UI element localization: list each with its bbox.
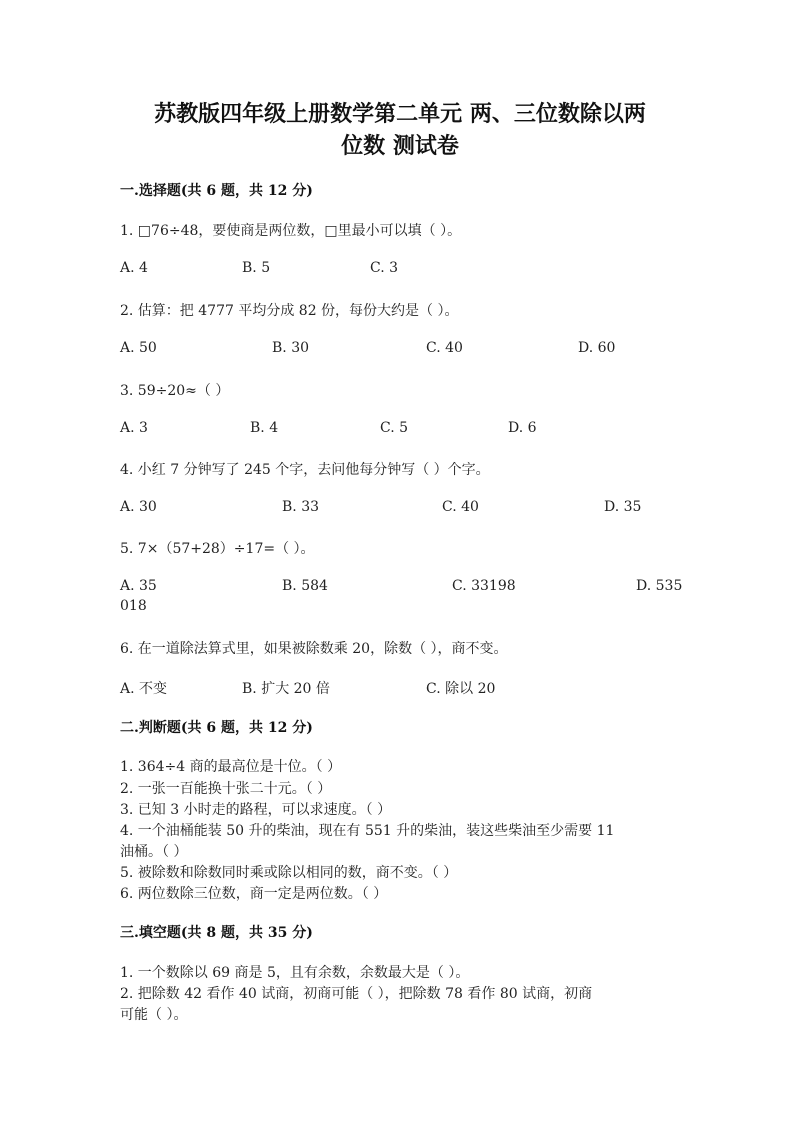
option-d-continued: 018 [120, 598, 147, 614]
option-b: B. 584 [282, 578, 328, 594]
option-d: D. 535 [636, 578, 683, 594]
option-b: B. 扩大 20 倍 [242, 681, 330, 697]
option-a: A. 3 [120, 420, 148, 436]
option-c: C. 33198 [452, 578, 516, 594]
fill-item: 1. 一个数除以 69 商是 5，且有余数，余数最大是（ ）。 [120, 965, 470, 981]
question-stem: 1. □76÷48，要使商是两位数，□里最小可以填（ ）。 [120, 223, 462, 239]
option-c: C. 3 [370, 260, 399, 276]
option-c: C. 40 [442, 499, 479, 515]
question-stem: 4. 小红 7 分钟写了 245 个字，去问他每分钟写（ ）个字。 [120, 462, 490, 478]
option-a: A. 35 [120, 578, 157, 594]
option-b: B. 33 [282, 499, 320, 515]
option-c: C. 5 [380, 420, 409, 436]
option-c: C. 40 [426, 340, 463, 356]
option-b: B. 5 [242, 260, 271, 276]
option-d: D. 35 [604, 499, 642, 515]
section-heading-judge: 二.判断题(共 6 题，共 12 分) [120, 720, 313, 736]
page-title-line-2: 位数 测试卷 [341, 133, 459, 159]
option-d: D. 60 [578, 340, 616, 356]
judge-item: 1. 364÷4 商的最高位是十位。（ ） [120, 759, 342, 775]
option-b: B. 4 [250, 420, 279, 436]
question-stem: 6. 在一道除法算式里，如果被除数乘 20，除数（ ），商不变。 [120, 641, 508, 657]
option-c: C. 除以 20 [426, 681, 496, 697]
section-heading-fill: 三.填空题(共 8 题，共 35 分) [120, 925, 313, 941]
section-heading-choice: 一.选择题(共 6 题，共 12 分) [120, 183, 313, 199]
option-a: A. 不变 [120, 681, 168, 697]
page-title-line-1: 苏教版四年级上册数学第二单元 两、三位数除以两 [154, 101, 646, 127]
question-stem: 3. 59÷20≈（ ） [120, 383, 230, 399]
judge-item: 5. 被除数和除数同时乘或除以相同的数，商不变。（ ） [120, 865, 458, 881]
judge-item: 6. 两位数除三位数，商一定是两位数。（ ） [120, 886, 388, 902]
fill-item: 2. 把除数 42 看作 40 试商，初商可能（ ），把除数 78 看作 80 试商，初商 [120, 986, 593, 1002]
judge-item: 4. 一个油桶能装 50 升的柴油，现在有 551 升的柴油，装这些柴油至少需要 11 [120, 823, 615, 839]
option-b: B. 30 [272, 340, 310, 356]
option-a: A. 4 [120, 260, 148, 276]
question-stem: 2. 估算：把 4777 平均分成 82 份，每份大约是（ ）。 [120, 303, 459, 319]
question-stem: 5. 7×（57+28）÷17=（ ）。 [120, 541, 315, 557]
judge-item: 3. 已知 3 小时走的路程，可以求速度。（ ） [120, 802, 392, 818]
judge-item-continued: 油桶。（ ） [120, 844, 188, 860]
option-d: D. 6 [508, 420, 537, 436]
option-a: A. 50 [120, 340, 157, 356]
option-a: A. 30 [120, 499, 157, 515]
fill-item-continued: 可能（ ）。 [120, 1007, 188, 1023]
judge-item: 2. 一张一百能换十张二十元。（ ） [120, 781, 332, 797]
